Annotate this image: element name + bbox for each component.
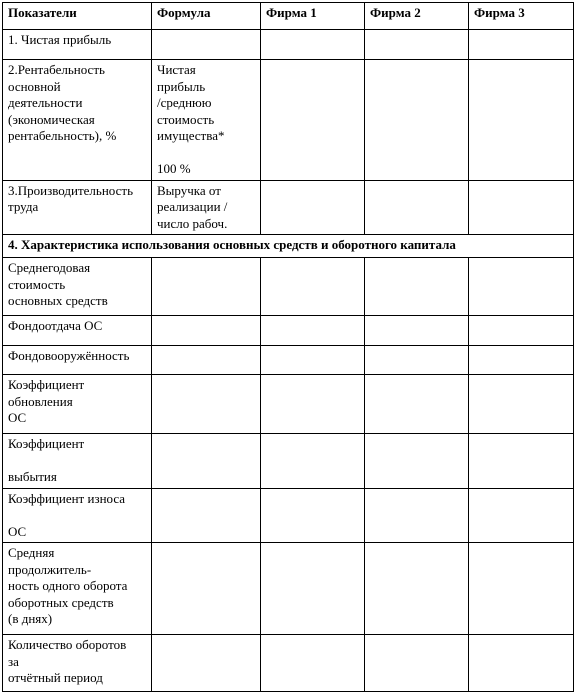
formula-cell[interactable] — [152, 258, 261, 316]
firm-1-cell[interactable] — [261, 488, 365, 543]
firm-1-cell[interactable] — [261, 316, 365, 346]
indicator-cell — [3, 488, 152, 543]
firm-1-cell[interactable] — [261, 635, 365, 692]
firm-3-cell[interactable] — [469, 434, 574, 489]
formula-cell — [152, 180, 261, 235]
formula-label: Выручка от реализации / число рабоч. — [157, 182, 228, 231]
firm-3-cell[interactable] — [469, 543, 574, 635]
header-formula: Формула — [152, 3, 261, 30]
indicator-cell — [3, 375, 152, 434]
formula-cell[interactable] — [152, 375, 261, 434]
firm-2-cell[interactable] — [365, 60, 469, 181]
table-row — [3, 60, 574, 181]
firm-2-cell[interactable] — [365, 258, 469, 316]
formula-label: Чистая прибыль /среднюю стоимость имущества* 100 % — [157, 62, 225, 176]
firm-2-cell[interactable] — [365, 30, 469, 60]
firm-1-cell[interactable] — [261, 375, 365, 434]
indicators-table — [2, 2, 574, 692]
firm-2-cell[interactable] — [365, 434, 469, 489]
table-row — [3, 635, 574, 692]
firm-2-cell[interactable] — [365, 488, 469, 543]
table-row — [3, 30, 574, 60]
header-indicators: Показатели — [3, 3, 152, 30]
table-row — [3, 316, 574, 346]
header-firm-2: Фирма 2 — [365, 3, 469, 30]
formula-cell[interactable] — [152, 346, 261, 375]
firm-1-cell[interactable] — [261, 346, 365, 375]
firm-2-cell[interactable] — [365, 375, 469, 434]
indicator-label: Среднегодовая стоимость основных средств — [8, 260, 108, 308]
firm-3-cell[interactable] — [469, 316, 574, 346]
table-row — [3, 375, 574, 434]
indicator-label: 2.Рентабельность основной деятельности (экономическая рентабельность), % — [8, 62, 117, 143]
indicator-label: 1. Чистая прибыль — [8, 32, 112, 47]
formula-cell[interactable] — [152, 543, 261, 635]
firm-3-cell[interactable] — [469, 375, 574, 434]
indicator-cell — [3, 434, 152, 489]
header-row — [3, 3, 574, 30]
firm-3-cell[interactable] — [469, 180, 574, 235]
formula-cell — [152, 60, 261, 181]
firm-2-cell[interactable] — [365, 180, 469, 235]
indicator-cell — [3, 258, 152, 316]
firm-2-cell[interactable] — [365, 346, 469, 375]
table-row — [3, 434, 574, 489]
firm-1-cell[interactable] — [261, 30, 365, 60]
table-row — [3, 543, 574, 635]
indicator-label: Количество оборотов за отчётный период — [8, 637, 127, 685]
formula-cell — [152, 30, 261, 60]
indicator-label: Средняя продолжитель- ность одного оборота оборотных средств (в днях) — [8, 545, 128, 626]
firm-1-cell[interactable] — [261, 258, 365, 316]
formula-cell[interactable] — [152, 488, 261, 543]
indicator-cell — [3, 346, 152, 375]
indicator-cell — [3, 635, 152, 692]
firm-3-cell[interactable] — [469, 258, 574, 316]
firm-1-cell[interactable] — [261, 434, 365, 489]
table-row — [3, 346, 574, 375]
header-firm-1: Фирма 1 — [261, 3, 365, 30]
indicator-label: Фондоотдача ОС — [8, 318, 103, 333]
firm-3-cell[interactable] — [469, 346, 574, 375]
formula-cell[interactable] — [152, 434, 261, 489]
firm-2-cell[interactable] — [365, 543, 469, 635]
formula-cell[interactable] — [152, 316, 261, 346]
header-firm-3: Фирма 3 — [469, 3, 574, 30]
firm-3-cell[interactable] — [469, 635, 574, 692]
indicator-cell — [3, 180, 152, 235]
firm-2-cell[interactable] — [365, 635, 469, 692]
firm-1-cell[interactable] — [261, 60, 365, 181]
indicator-label: Фондовооружённость — [8, 348, 130, 363]
formula-cell[interactable] — [152, 635, 261, 692]
indicator-label: Коэффициент обновления ОС — [8, 377, 85, 425]
section-title: 4. Характеристика использования основных средств и оборотного капитала — [3, 235, 574, 258]
firm-3-cell[interactable] — [469, 488, 574, 543]
indicator-label: Коэффициент выбытия — [8, 436, 85, 484]
table-row — [3, 258, 574, 316]
indicator-cell — [3, 30, 152, 60]
firm-3-cell[interactable] — [469, 60, 574, 181]
indicator-cell — [3, 316, 152, 346]
firm-1-cell[interactable] — [261, 543, 365, 635]
firm-3-cell[interactable] — [469, 30, 574, 60]
table-row — [3, 488, 574, 543]
section-row — [3, 235, 574, 258]
firm-2-cell[interactable] — [365, 316, 469, 346]
indicator-cell — [3, 60, 152, 181]
table-row — [3, 180, 574, 235]
indicator-label: 3.Производительность труда — [8, 182, 134, 214]
indicator-label: Коэффициент износа ОС — [8, 490, 126, 539]
indicator-cell — [3, 543, 152, 635]
firm-1-cell[interactable] — [261, 180, 365, 235]
